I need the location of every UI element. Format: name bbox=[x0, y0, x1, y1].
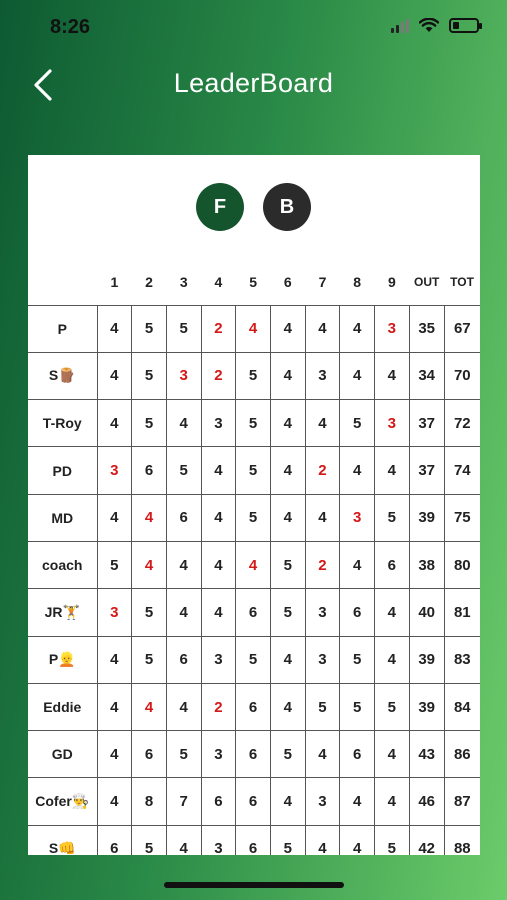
hole-score: 4 bbox=[97, 683, 132, 730]
out-total: 40 bbox=[409, 589, 444, 636]
hole-score: 4 bbox=[375, 636, 410, 683]
header-col: 4 bbox=[214, 273, 223, 290]
hole-score: 4 bbox=[97, 305, 132, 352]
hole-score: 3 bbox=[305, 778, 340, 825]
hole-score: 8 bbox=[132, 778, 167, 825]
header-col: 5 bbox=[249, 273, 257, 290]
hole-score: 4 bbox=[97, 352, 132, 399]
out-total: 37 bbox=[409, 400, 444, 447]
hole-score: 5 bbox=[375, 825, 410, 855]
hole-score: 4 bbox=[270, 683, 305, 730]
hole-score: 4 bbox=[166, 825, 201, 855]
hole-score: 6 bbox=[166, 636, 201, 683]
out-total: 34 bbox=[409, 352, 444, 399]
hole-score: 4 bbox=[270, 352, 305, 399]
hole-score: 4 bbox=[166, 400, 201, 447]
player-name: GD bbox=[28, 731, 97, 778]
hole-score: 4 bbox=[375, 731, 410, 778]
hole-score: 5 bbox=[236, 494, 271, 541]
hole-score: 4 bbox=[201, 494, 236, 541]
player-name: MD bbox=[28, 494, 97, 541]
hole-score: 5 bbox=[236, 447, 271, 494]
header-col: OUT bbox=[414, 274, 440, 289]
hole-score: 4 bbox=[97, 778, 132, 825]
out-total: 37 bbox=[409, 447, 444, 494]
hole-score: 4 bbox=[305, 731, 340, 778]
hole-score: 3 bbox=[305, 636, 340, 683]
hole-score: 2 bbox=[305, 541, 340, 588]
hole-score: 4 bbox=[97, 494, 132, 541]
player-row[interactable] bbox=[28, 636, 480, 683]
hole-score: 5 bbox=[132, 589, 167, 636]
cellular-signal-icon bbox=[391, 19, 409, 33]
player-row[interactable] bbox=[28, 825, 480, 855]
player-row[interactable] bbox=[28, 683, 480, 730]
hole-score: 6 bbox=[340, 731, 375, 778]
hole-score: 5 bbox=[132, 305, 167, 352]
hole-score: 5 bbox=[132, 400, 167, 447]
header-col: 2 bbox=[145, 273, 153, 290]
hole-score: 6 bbox=[236, 589, 271, 636]
status-icons bbox=[391, 18, 479, 33]
hole-score: 6 bbox=[132, 731, 167, 778]
out-total: 46 bbox=[409, 778, 444, 825]
hole-score: 6 bbox=[166, 494, 201, 541]
player-name: Cofer👨‍🍳 bbox=[28, 778, 97, 825]
hole-score: 3 bbox=[201, 731, 236, 778]
hole-score: 3 bbox=[305, 589, 340, 636]
hole-score: 3 bbox=[166, 352, 201, 399]
battery-icon bbox=[449, 18, 479, 33]
player-name: Eddie bbox=[28, 683, 97, 730]
player-row[interactable] bbox=[28, 494, 480, 541]
overall-total: 67 bbox=[444, 305, 480, 352]
hole-score: 5 bbox=[340, 400, 375, 447]
hole-score: 5 bbox=[305, 683, 340, 730]
hole-score: 4 bbox=[340, 778, 375, 825]
hole-score: 5 bbox=[236, 636, 271, 683]
hole-score: 5 bbox=[166, 305, 201, 352]
player-row[interactable] bbox=[28, 541, 480, 588]
nine-toggle bbox=[28, 183, 480, 233]
player-name: coach bbox=[28, 541, 97, 588]
hole-score: 5 bbox=[340, 636, 375, 683]
hole-score: 4 bbox=[166, 589, 201, 636]
hole-score: 4 bbox=[201, 447, 236, 494]
header-col: 8 bbox=[353, 273, 362, 290]
player-name: S🪵 bbox=[28, 352, 97, 399]
header-col: 7 bbox=[318, 273, 327, 290]
hole-score: 4 bbox=[132, 494, 167, 541]
hole-score: 3 bbox=[375, 305, 410, 352]
hole-score: 3 bbox=[340, 494, 375, 541]
out-total: 43 bbox=[409, 731, 444, 778]
wifi-icon bbox=[419, 18, 439, 33]
hole-score: 4 bbox=[270, 447, 305, 494]
player-row[interactable] bbox=[28, 778, 480, 825]
hole-score: 4 bbox=[97, 400, 132, 447]
hole-score: 4 bbox=[201, 589, 236, 636]
hole-score: 5 bbox=[270, 825, 305, 855]
hole-score: 4 bbox=[270, 636, 305, 683]
player-row[interactable] bbox=[28, 400, 480, 447]
player-row[interactable] bbox=[28, 731, 480, 778]
status-bar bbox=[0, 0, 507, 56]
hole-score: 6 bbox=[236, 825, 271, 855]
status-time: 8:26 bbox=[50, 16, 91, 38]
hole-score: 5 bbox=[166, 731, 201, 778]
home-indicator bbox=[164, 882, 344, 888]
hole-score: 3 bbox=[97, 447, 132, 494]
nav-bar bbox=[0, 56, 507, 114]
hole-score: 4 bbox=[340, 825, 375, 855]
hole-score: 5 bbox=[132, 352, 167, 399]
player-name: PD bbox=[28, 447, 97, 494]
hole-score: 6 bbox=[236, 683, 271, 730]
front-nine-button[interactable]: F bbox=[196, 183, 244, 231]
page-title: LeaderBoard bbox=[173, 68, 334, 98]
hole-score: 4 bbox=[305, 494, 340, 541]
hole-score: 5 bbox=[270, 731, 305, 778]
hole-score: 4 bbox=[340, 447, 375, 494]
hole-score: 4 bbox=[236, 541, 271, 588]
hole-score: 4 bbox=[340, 541, 375, 588]
hole-score: 6 bbox=[132, 447, 167, 494]
header-row bbox=[28, 259, 480, 305]
hole-score: 4 bbox=[270, 778, 305, 825]
hole-score: 5 bbox=[236, 400, 271, 447]
hole-score: 4 bbox=[166, 683, 201, 730]
out-total: 39 bbox=[409, 494, 444, 541]
hole-score: 4 bbox=[375, 447, 410, 494]
hole-score: 5 bbox=[340, 683, 375, 730]
hole-score: 4 bbox=[340, 352, 375, 399]
hole-score: 4 bbox=[270, 400, 305, 447]
hole-score: 2 bbox=[305, 447, 340, 494]
out-total: 35 bbox=[409, 305, 444, 352]
player-row[interactable] bbox=[28, 589, 480, 636]
hole-score: 6 bbox=[236, 778, 271, 825]
hole-score: 4 bbox=[97, 636, 132, 683]
overall-total: 81 bbox=[444, 589, 480, 636]
hole-score: 4 bbox=[375, 778, 410, 825]
header-col: 1 bbox=[110, 273, 119, 290]
hole-score: 3 bbox=[97, 589, 132, 636]
player-row[interactable] bbox=[28, 352, 480, 399]
out-total: 39 bbox=[409, 683, 444, 730]
header-col: 3 bbox=[179, 273, 188, 290]
overall-total: 84 bbox=[444, 683, 480, 730]
overall-total: 75 bbox=[444, 494, 480, 541]
overall-total: 87 bbox=[444, 778, 480, 825]
header-col: 6 bbox=[283, 273, 292, 290]
hole-score: 4 bbox=[236, 305, 271, 352]
out-total: 39 bbox=[409, 636, 444, 683]
hole-score: 5 bbox=[270, 541, 305, 588]
hole-score: 7 bbox=[166, 778, 201, 825]
scorecard-table bbox=[28, 259, 480, 855]
hole-score: 4 bbox=[305, 400, 340, 447]
hole-score: 6 bbox=[236, 731, 271, 778]
hole-score: 4 bbox=[375, 589, 410, 636]
hole-score: 6 bbox=[340, 589, 375, 636]
overall-total: 72 bbox=[444, 400, 480, 447]
overall-total: 70 bbox=[444, 352, 480, 399]
hole-score: 5 bbox=[375, 494, 410, 541]
out-total: 42 bbox=[409, 825, 444, 855]
out-total: 38 bbox=[409, 541, 444, 588]
hole-score: 5 bbox=[132, 825, 167, 855]
overall-total: 80 bbox=[444, 541, 480, 588]
hole-score: 4 bbox=[97, 731, 132, 778]
overall-total: 88 bbox=[444, 825, 480, 855]
back-nine-button[interactable]: B bbox=[263, 183, 311, 231]
overall-total: 83 bbox=[444, 636, 480, 683]
hole-score: 2 bbox=[201, 352, 236, 399]
hole-score: 5 bbox=[236, 352, 271, 399]
player-name: T-Roy bbox=[28, 400, 97, 447]
hole-score: 4 bbox=[340, 305, 375, 352]
hole-score: 3 bbox=[201, 400, 236, 447]
hole-score: 4 bbox=[166, 541, 201, 588]
hole-score: 4 bbox=[201, 541, 236, 588]
hole-score: 5 bbox=[97, 541, 132, 588]
hole-score: 6 bbox=[375, 541, 410, 588]
player-name: P👱 bbox=[28, 636, 97, 683]
hole-score: 4 bbox=[132, 541, 167, 588]
hole-score: 5 bbox=[270, 589, 305, 636]
hole-score: 2 bbox=[201, 683, 236, 730]
player-name: S👊 bbox=[28, 825, 97, 855]
hole-score: 6 bbox=[97, 825, 132, 855]
overall-total: 86 bbox=[444, 731, 480, 778]
hole-score: 4 bbox=[305, 305, 340, 352]
hole-score: 5 bbox=[166, 447, 201, 494]
hole-score: 5 bbox=[375, 683, 410, 730]
player-name: P bbox=[28, 305, 97, 352]
hole-score: 4 bbox=[132, 683, 167, 730]
hole-score: 3 bbox=[375, 400, 410, 447]
header-col: 9 bbox=[387, 273, 396, 290]
table-body bbox=[28, 305, 480, 855]
header-col: TOT bbox=[450, 274, 474, 289]
player-row[interactable] bbox=[28, 305, 480, 352]
player-name: JR🏋️ bbox=[28, 589, 97, 636]
hole-score: 6 bbox=[201, 778, 236, 825]
player-row[interactable] bbox=[28, 447, 480, 494]
hole-score: 2 bbox=[201, 305, 236, 352]
hole-score: 3 bbox=[201, 825, 236, 855]
hole-score: 4 bbox=[305, 825, 340, 855]
header-player bbox=[28, 259, 97, 305]
hole-score: 3 bbox=[201, 636, 236, 683]
hole-score: 5 bbox=[132, 636, 167, 683]
hole-score: 4 bbox=[270, 494, 305, 541]
hole-score: 4 bbox=[375, 352, 410, 399]
overall-total: 74 bbox=[444, 447, 480, 494]
hole-score: 3 bbox=[305, 352, 340, 399]
hole-score: 4 bbox=[270, 305, 305, 352]
leaderboard-card bbox=[28, 155, 480, 855]
